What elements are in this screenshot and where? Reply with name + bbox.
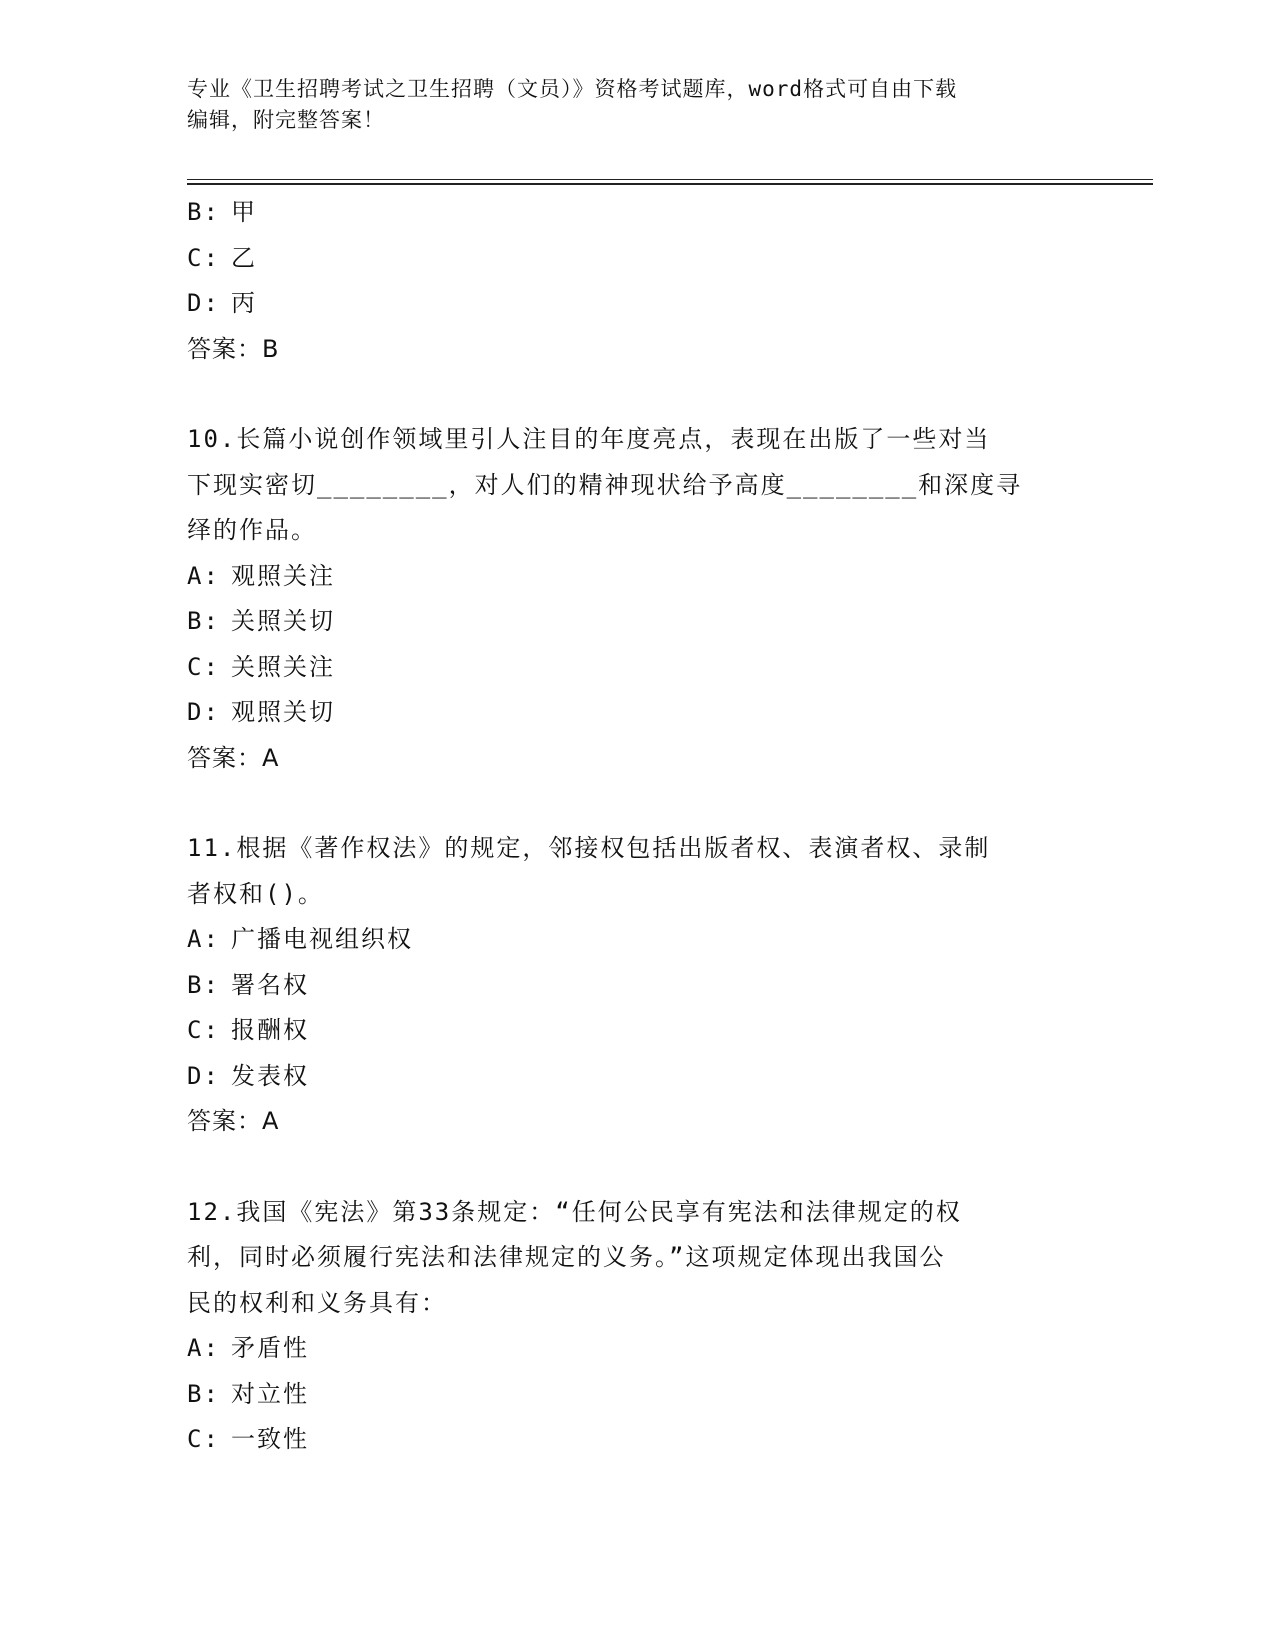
option-key: A:	[187, 1334, 220, 1362]
option-key: A:	[187, 561, 220, 590]
option-text: 对立性	[231, 1379, 309, 1408]
option-a	[187, 554, 1087, 600]
answer-line: 答案：A	[187, 743, 280, 772]
question-10	[187, 417, 1087, 781]
option-key: C:	[187, 652, 220, 681]
answer-line: 答案：B	[187, 334, 280, 363]
question-text-line: 民的权利和义务具有：	[187, 1288, 447, 1317]
question-text-line: 利，同时必须履行宪法和法律规定的义务。”这项规定体现出我国公	[187, 1243, 946, 1271]
question-11	[187, 826, 1087, 1145]
option-b	[187, 1372, 1087, 1418]
option-text: 报酬权	[231, 1016, 309, 1044]
option-key: C:	[187, 1016, 220, 1044]
option-text: 署名权	[231, 970, 309, 999]
option-text: 丙	[231, 289, 257, 317]
option-d	[187, 690, 1087, 736]
option-c	[187, 1417, 1087, 1463]
option-text: 乙	[231, 243, 257, 272]
header-line-2: 编辑，附完整答案！	[187, 108, 385, 132]
option-text: 发表权	[231, 1061, 309, 1090]
option-c	[187, 645, 1087, 691]
question-text-line: 者权和()。	[187, 879, 324, 908]
question-text-line: 10.长篇小说创作领域里引人注目的年度亮点，表现在出版了一些对当	[187, 425, 991, 453]
option-key: B:	[187, 1379, 220, 1408]
partial-question	[187, 190, 1087, 372]
option-key: C:	[187, 243, 220, 272]
option-b	[187, 190, 1087, 236]
option-c	[187, 236, 1087, 282]
option-text: 甲	[231, 198, 257, 226]
question-text-line: 11.根据《著作权法》的规定，邻接权包括出版者权、表演者权、录制	[187, 834, 991, 862]
option-text: 关照关切	[231, 607, 335, 635]
option-key: B:	[187, 970, 220, 999]
document-header	[187, 74, 1067, 136]
answer-line: 答案：A	[187, 1107, 280, 1135]
option-a	[187, 917, 1087, 963]
option-key: A:	[187, 925, 220, 953]
option-c	[187, 1008, 1087, 1054]
option-d	[187, 1054, 1087, 1100]
option-text: 关照关注	[231, 652, 335, 681]
question-12	[187, 1190, 1087, 1463]
option-b	[187, 599, 1087, 645]
option-d	[187, 281, 1087, 327]
option-a	[187, 1326, 1087, 1372]
option-text: 广播电视组织权	[231, 925, 413, 953]
question-list	[187, 190, 1087, 1463]
option-text: 矛盾性	[231, 1334, 309, 1362]
header-line-1: 专业《卫生招聘考试之卫生招聘（文员）》资格考试题库，word格式可自由下载	[187, 77, 958, 101]
option-key: B:	[187, 198, 220, 226]
option-text: 观照关注	[231, 561, 335, 590]
question-text-line: 绎的作品。	[187, 516, 317, 544]
option-key: D:	[187, 1061, 220, 1090]
header-divider-thin	[187, 179, 1153, 180]
option-b	[187, 963, 1087, 1009]
question-text-line: 12.我国《宪法》第33条规定：“任何公民享有宪法和法律规定的权	[187, 1197, 962, 1226]
option-key: D:	[187, 289, 220, 317]
option-key: D:	[187, 698, 220, 726]
option-text: 观照关切	[231, 698, 335, 726]
header-divider-thick	[187, 183, 1153, 185]
option-key: B:	[187, 607, 220, 635]
question-text-line: 下现实密切________，对人们的精神现状给予高度________和深度寻	[187, 470, 1023, 499]
option-key: C:	[187, 1425, 220, 1453]
option-text: 一致性	[231, 1425, 309, 1453]
